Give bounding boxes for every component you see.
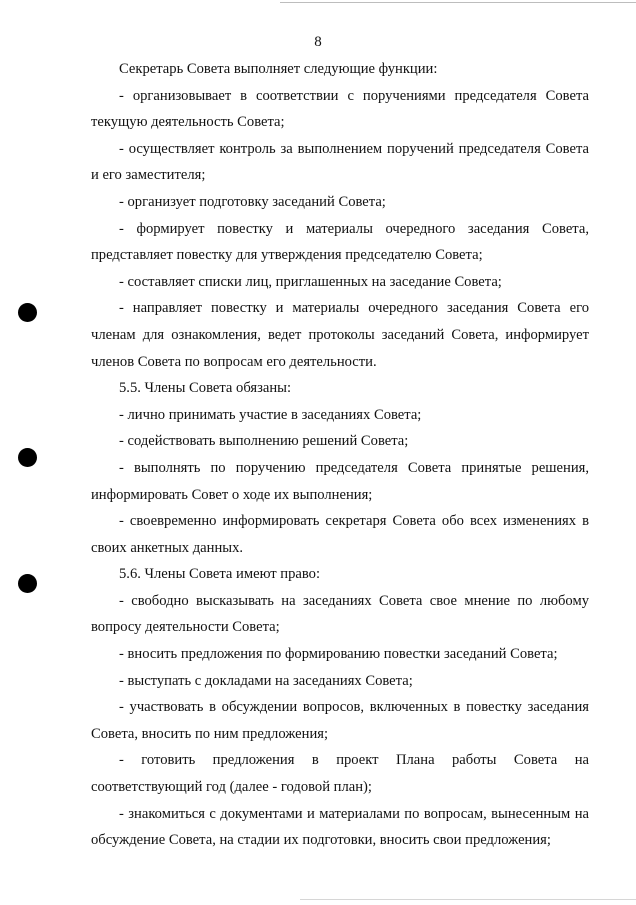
paragraph: - формирует повестку и материалы очередного заседания Совета, представляет повестку для утверждения председателю Совета;: [91, 220, 589, 264]
paragraph: - своевременно информировать секретаря Совета обо всех изменениях в своих анкетных данных.: [91, 513, 589, 556]
paragraph: - содействовать выполнению решений Совета;: [119, 433, 409, 450]
paragraph: - выступать с докладами на заседаниях Совета;: [119, 672, 413, 689]
section-heading: 5.5. Члены Совета обязаны:: [119, 380, 292, 397]
paragraph: - направляет повестку и материалы очередного заседания Совета его членам для ознакомления, ведет протоколы заседаний Совета, информирует членов Совета по вопросам его деятельности.: [91, 300, 589, 370]
paragraph: - готовить предложения в проект Плана работы Совета на соответствующий год (далее - годовой план);: [91, 752, 589, 796]
paragraph: - свободно высказывать на заседаниях Совета свое мнение по любому вопросу деятельности Совета;: [91, 592, 589, 636]
paragraph: - составляет списки лиц, приглашенных на заседание Совета;: [119, 273, 502, 290]
punch-hole: [18, 448, 37, 467]
paragraph: - осуществляет контроль за выполнением поручений председателя Совета и его заместителя;: [91, 140, 589, 184]
paragraph: Секретарь Совета выполняет следующие функции:: [119, 61, 438, 77]
paragraph: - выполнять по поручению председателя Совета принятые решения, информировать Совет о ходе их выполнения;: [91, 459, 589, 503]
scan-edge-top: [280, 2, 636, 3]
scan-edge-bottom: [300, 899, 636, 900]
paragraph: - участвовать в обсуждении вопросов, включенных в повестку заседания Совета, вносить по ним предложения;: [91, 699, 589, 742]
document-body: [91, 56, 589, 854]
paragraph: - организует подготовку заседаний Совета;: [119, 193, 386, 210]
paragraph: - знакомиться с документами и материалами по вопросам, вынесенным на обсуждение Совета, на стадии их подготовки, вносить свои предложения;: [91, 805, 589, 849]
punch-hole: [18, 574, 37, 593]
paragraph: - вносить предложения по формированию повестки заседаний Совета;: [119, 646, 558, 663]
paragraph: - организовывает в соответствии с поручениями председателя Совета текущую деятельность Совета;: [91, 87, 589, 131]
section-heading: 5.6. Члены Совета имеют право:: [119, 566, 321, 583]
punch-hole: [18, 303, 37, 322]
paragraph: - лично принимать участие в заседаниях Совета;: [119, 406, 422, 423]
page-number: 8: [314, 34, 322, 50]
